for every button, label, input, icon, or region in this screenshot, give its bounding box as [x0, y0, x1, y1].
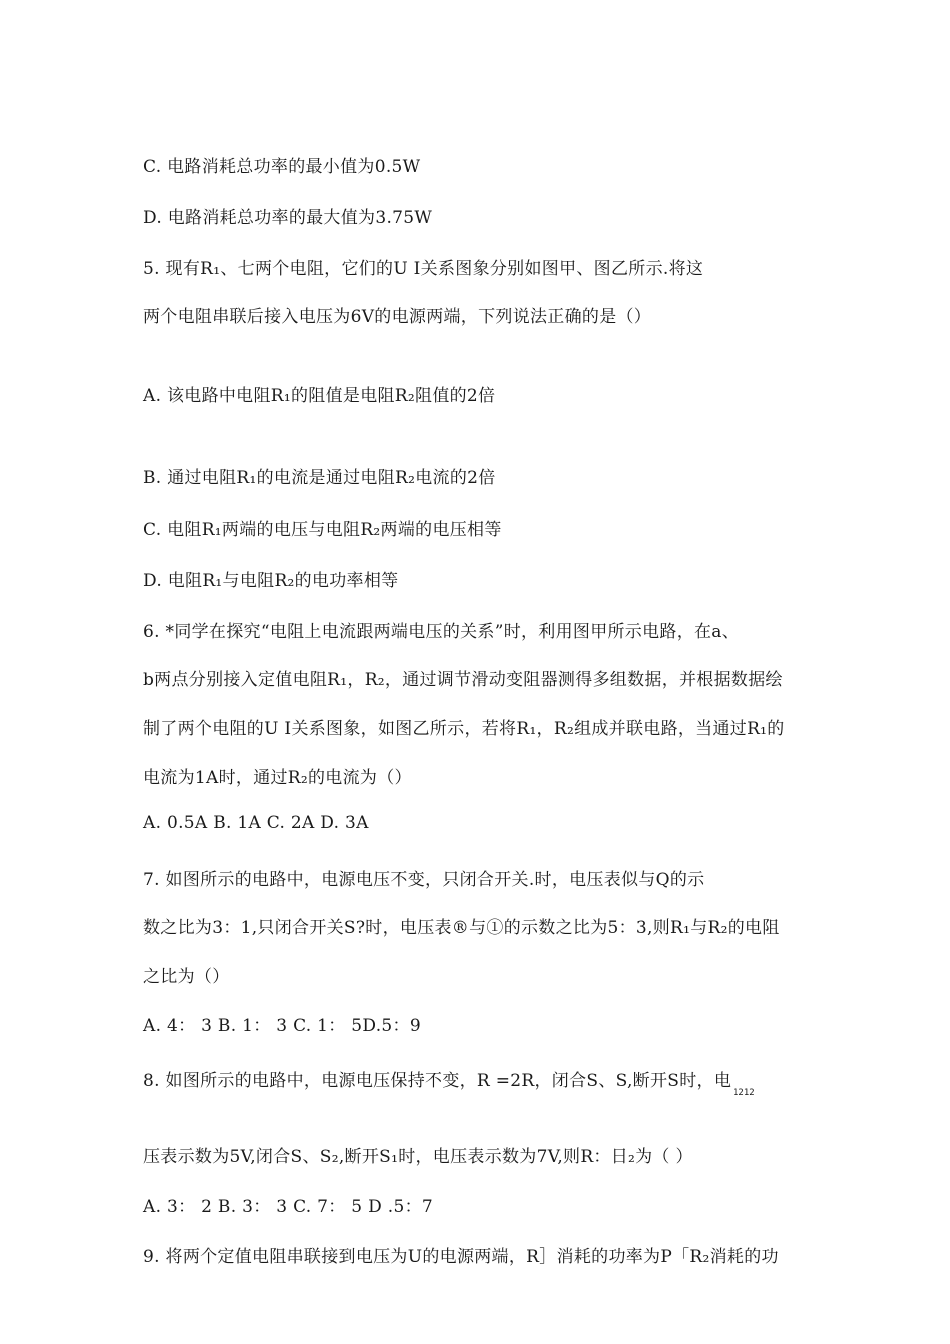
- q6-options: A. 0.5A B. 1A C. 2A D. 3A: [143, 813, 369, 833]
- q7-stem-line3: 之比为（）: [143, 967, 230, 987]
- q7-options: A. 4： 3 B. 1： 3 C. 1： 5D.5：9: [143, 1016, 421, 1036]
- q5-option-b: B. 通过电阻R₁的电流是通过电阻R₂电流的2倍: [143, 468, 496, 488]
- q5-option-a: A. 该电路中电阻R₁的阻值是电阻R₂阻值的2倍: [143, 386, 496, 406]
- q4-option-c: C. 电路消耗总功率的最小值为0.5W: [143, 157, 421, 177]
- q8-options: A. 3： 2 B. 3： 3 C. 7： 5 D .5：7: [143, 1197, 433, 1217]
- q9-stem-line1: 9. 将两个定值电阻串联接到电压为U的电源两端，R］消耗的功率为P「R₂消耗的功: [143, 1247, 779, 1267]
- q8-subscript-note: 1212: [733, 1088, 755, 1098]
- q6-stem-line3: 制了两个电阻的U I关系图象，如图乙所示，若将R₁，R₂组成并联电路，当通过R₁的: [143, 719, 785, 739]
- q5-stem-line1: 5. 现有R₁、七两个电阻，它们的U I关系图象分别如图甲、图乙所示.将这: [143, 259, 704, 279]
- q7-stem-line1: 7. 如图所示的电路中，电源电压不变，只闭合开关.时，电压表似与Q的示: [143, 870, 705, 890]
- q5-option-c: C. 电阻R₁两端的电压与电阻R₂两端的电压相等: [143, 520, 502, 540]
- q7-stem-line2: 数之比为3：1,只闭合开关S?时，电压表®与①的示数之比为5：3,则R₁与R₂的电阻: [143, 918, 780, 938]
- q8-stem-line2: 压表示数为5V,闭合S、S₂,断开S₁时，电压表示数为7V,则R：日₂为（ ）: [143, 1147, 693, 1167]
- q8-stem-line1: 8. 如图所示的电路中，电源电压保持不变，R =2R，闭合S、S,断开S时，电: [143, 1071, 732, 1091]
- q6-stem-line4: 电流为1A时，通过R₂的电流为（）: [143, 768, 412, 788]
- q5-option-d: D. 电阻R₁与电阻R₂的电功率相等: [143, 571, 399, 591]
- q5-stem-line2: 两个电阻串联后接入电压为6V的电源两端，下列说法正确的是（）: [143, 307, 652, 327]
- q6-stem-line1: 6. *同学在探究“电阻上电流跟两端电压的关系”时，利用图甲所示电路，在a、: [143, 622, 740, 642]
- q4-option-d: D. 电路消耗总功率的最大值为3.75W: [143, 208, 433, 228]
- q6-stem-line2: b两点分别接入定值电阻R₁，R₂，通过调节滑动变阻器测得多组数据，并根据数据绘: [143, 670, 783, 690]
